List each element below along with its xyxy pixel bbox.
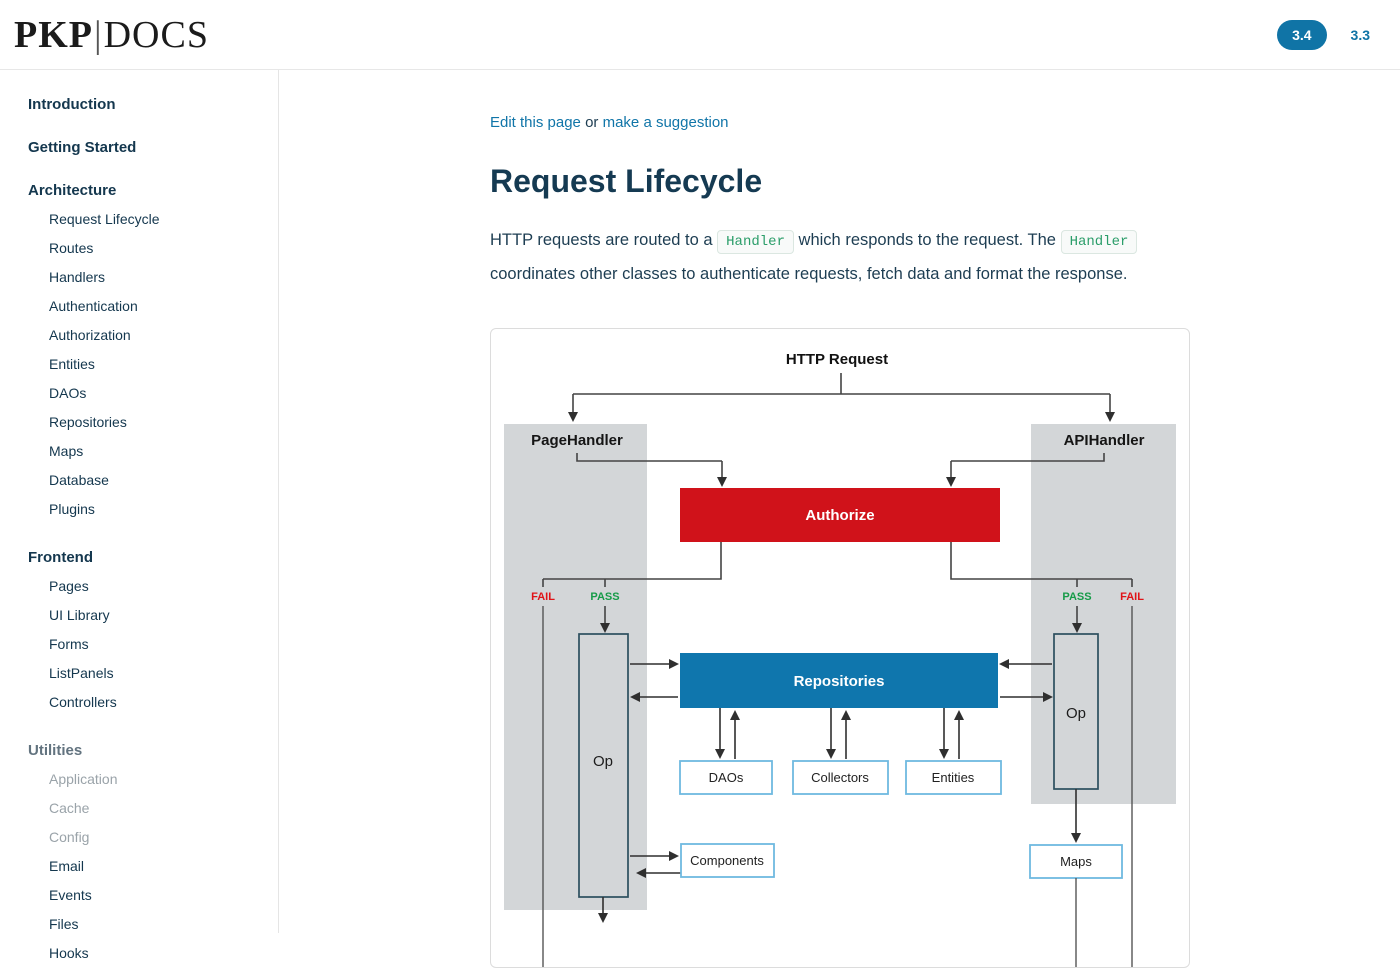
page-handler-label: PageHandler [531,432,623,449]
make-suggestion-link[interactable]: make a suggestion [602,114,729,131]
sidebar-header-utilities[interactable]: Utilities [28,742,83,759]
sidebar-item-request-lifecycle[interactable]: Request Lifecycle [49,211,160,227]
authorize-label: Authorize [805,507,875,524]
sidebar-item-maps[interactable]: Maps [49,443,84,459]
repositories-label: Repositories [793,673,885,690]
fail-label-right: FAIL [1120,591,1144,603]
sidebar-item-hooks[interactable]: Hooks [49,945,89,961]
components-label: Components [690,853,764,868]
intro-paragraph [490,224,1190,290]
daos-label: DAOs [708,770,744,785]
sidebar-item-ui-library[interactable]: UI Library [49,607,110,623]
inline-code-handler: Handler [717,230,794,254]
pkp-docs-logo[interactable] [14,13,209,57]
sidebar-nav [0,70,278,968]
sidebar-item-authentication[interactable]: Authentication [49,298,138,314]
fail-label-left: FAIL [531,591,555,603]
sidebar-item-cache[interactable]: Cache [49,800,90,816]
page-handler-column [504,424,647,910]
paragraph-text: which responds to the request. The [793,231,1061,249]
sidebar-header-frontend[interactable]: Frontend [28,549,93,566]
version-switcher [1277,0,1370,70]
pass-label-right: PASS [1062,591,1092,603]
sidebar-header-getting-started[interactable]: Getting Started [28,139,137,156]
http-request-label: HTTP Request [785,351,889,368]
app-header [0,0,1400,70]
sidebar-item-repositories[interactable]: Repositories [49,414,127,430]
sidebar-item-files[interactable]: Files [49,916,79,932]
collectors-label: Collectors [811,770,869,785]
sidebar-section-frontend [28,548,268,717]
sidebar-section-getting-started [28,138,268,157]
or-text: or [580,114,603,131]
page-meta-links [490,114,1190,132]
main-content [280,70,1400,933]
edit-this-page-link[interactable]: Edit this page [490,114,581,131]
sidebar-item-handlers[interactable]: Handlers [49,269,106,285]
sidebar-item-application[interactable]: Application [49,771,118,787]
sidebar-section-utilities [28,741,268,968]
paragraph-text: HTTP requests are routed to a [490,231,718,249]
page-title: Request Lifecycle [490,163,763,199]
paragraph-text: coordinates other classes to authenticate requests, fetch data and format the response. [490,265,1128,283]
sidebar [0,70,279,961]
sidebar-item-entities[interactable]: Entities [49,356,95,372]
logo-separator: | [93,14,103,56]
pass-label-left: PASS [590,591,620,603]
maps-label: Maps [1060,854,1092,869]
sidebar-item-config[interactable]: Config [49,829,90,845]
sidebar-section-introduction [28,95,268,114]
op-label-left: Op [592,753,614,770]
version-link-alt[interactable]: 3.3 [1350,27,1370,43]
sidebar-item-listpanels[interactable]: ListPanels [49,665,114,681]
logo-secondary: DOCS [103,14,209,56]
sidebar-item-plugins[interactable]: Plugins [49,501,95,517]
op-label-right: Op [1065,705,1087,722]
diagram-card [490,328,1190,968]
sidebar-item-email[interactable]: Email [49,858,85,874]
sidebar-item-pages[interactable]: Pages [49,578,89,594]
sidebar-item-events[interactable]: Events [49,887,92,903]
sidebar-item-forms[interactable]: Forms [49,636,89,652]
inline-code-handler: Handler [1061,230,1138,254]
version-badge-active[interactable]: 3.4 [1277,20,1326,50]
sidebar-item-daos[interactable]: DAOs [49,385,87,401]
sidebar-section-architecture [28,181,268,524]
sidebar-item-routes[interactable]: Routes [49,240,94,256]
api-handler-label: APIHandler [1063,432,1145,449]
sidebar-header-introduction[interactable]: Introduction [28,96,116,113]
logo-primary: PKP [14,14,93,56]
sidebar-item-database[interactable]: Database [49,472,109,488]
sidebar-item-controllers[interactable]: Controllers [49,694,117,710]
sidebar-item-authorization[interactable]: Authorization [49,327,131,343]
entities-label: Entities [931,770,975,785]
sidebar-header-architecture[interactable]: Architecture [28,182,117,199]
api-handler-column [1031,424,1176,804]
request-lifecycle-diagram [491,329,1189,967]
